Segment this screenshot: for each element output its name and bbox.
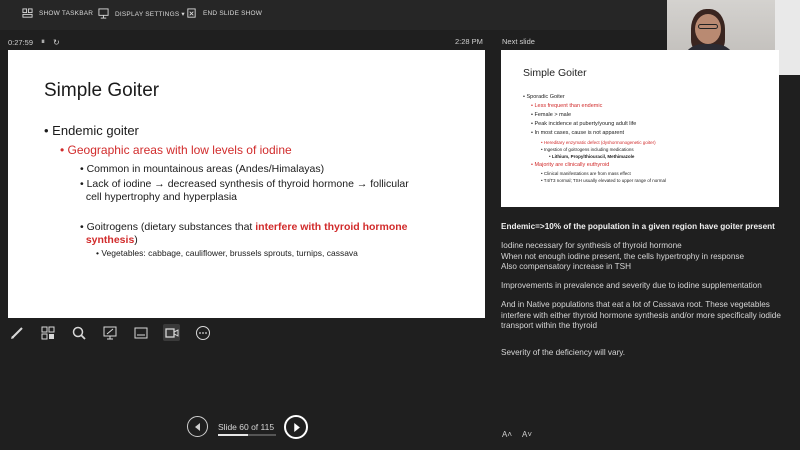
notes-paragraph: Severity of the deficiency will vary. bbox=[501, 347, 626, 357]
next-slide-title: Simple Goiter bbox=[523, 67, 587, 79]
elapsed-time: 0:27:59 bbox=[8, 37, 34, 47]
presenter-glasses bbox=[698, 24, 718, 29]
timer-bar bbox=[8, 37, 60, 47]
next-slide-label: Next slide bbox=[502, 37, 535, 46]
notes-paragraph: Improvements in prevalence and severity due to iodine supplementation bbox=[501, 281, 762, 290]
pause-icon[interactable]: ⏸ bbox=[41, 37, 46, 46]
subtitles-icon[interactable] bbox=[132, 324, 149, 341]
see-all-slides-icon[interactable] bbox=[39, 324, 56, 341]
restart-icon[interactable]: ↻ bbox=[53, 37, 60, 47]
notes-heading: Endemic=>10% of the population in a given region have goiter present bbox=[501, 222, 775, 231]
current-slide[interactable] bbox=[8, 50, 485, 318]
bullet-geographic: • Geographic areas with low levels of iodine bbox=[60, 143, 292, 157]
bullet-endemic: • Endemic goiter bbox=[44, 123, 139, 138]
presenter-face bbox=[695, 14, 721, 44]
decrease-font-button[interactable]: A˅ bbox=[522, 430, 533, 439]
slide-progress-fill bbox=[218, 434, 248, 436]
next-line: • Sporadic Goiter bbox=[523, 94, 565, 100]
slide-progress-bar bbox=[218, 434, 276, 436]
bullet-goitrogens: • Goitrogens (dietary substances that interfere with thyroid hormone synthesis) bbox=[80, 221, 408, 246]
arrow-left-icon bbox=[194, 423, 202, 431]
next-line: • Clinical manifestations are from mass effect bbox=[541, 171, 631, 176]
next-line: • Peak incidence at puberty/young adult life bbox=[531, 121, 637, 127]
increase-font-button[interactable]: A˄ bbox=[502, 430, 513, 439]
bullet-lack-iodine: • Lack of iodine → decreased synthesis of thyroid hormone → follicular cell hypertrophy and hyperplasia bbox=[80, 178, 409, 203]
previous-slide-button[interactable] bbox=[187, 416, 208, 437]
taskbar-icon bbox=[22, 8, 33, 19]
next-line: • T4/T3 normal; TSH usually elevated to upper range of normal bbox=[541, 178, 666, 183]
next-line: • Less frequent than endemic bbox=[531, 103, 603, 109]
camera-icon[interactable] bbox=[163, 324, 180, 341]
end-slide-show-button[interactable] bbox=[186, 8, 262, 19]
next-line: • Lithium, Propylthiouracil, Methimazole bbox=[549, 154, 635, 159]
end-slide-show-label: END SLIDE SHOW bbox=[203, 10, 263, 17]
next-slide-preview[interactable] bbox=[501, 50, 779, 207]
next-line: • Majority are clinically euthyroid bbox=[531, 162, 610, 168]
presenter-tools bbox=[8, 324, 211, 341]
pen-icon[interactable] bbox=[8, 324, 25, 341]
notes-paragraph: And in Native populations that eat a lot of Cassava root. These vegetables interfere with either thyroid hormone synthesis and/or more specifically iodide transport within the thyroid bbox=[501, 300, 781, 330]
slide-title: Simple Goiter bbox=[44, 80, 160, 101]
notes-font-controls bbox=[502, 430, 532, 439]
next-line: • Ingestion of goitrogens including medications bbox=[541, 147, 634, 152]
bullet-mountainous: • Common in mountainous areas (Andes/Himalayas) bbox=[80, 163, 325, 175]
arrow-right-icon bbox=[292, 423, 301, 432]
show-taskbar-label: SHOW TASKBAR bbox=[39, 10, 94, 17]
more-options-icon[interactable] bbox=[194, 324, 211, 341]
next-line: • Female > male bbox=[531, 112, 571, 118]
speaker-notes[interactable] bbox=[501, 222, 783, 367]
next-line: • In most cases, cause is not apparent bbox=[531, 130, 625, 136]
zoom-icon[interactable] bbox=[70, 324, 87, 341]
display-settings-label: DISPLAY SETTINGS ▾ bbox=[115, 10, 185, 18]
pointer-screen-icon[interactable] bbox=[101, 324, 118, 341]
notes-paragraph: Iodine necessary for synthesis of thyroid hormone When not enough iodine present, the cells hypertrophy in response Also compensatory increase in TSH bbox=[501, 241, 745, 271]
end-show-icon bbox=[186, 8, 197, 19]
display-icon bbox=[98, 8, 109, 19]
clock: 2:28 PM bbox=[455, 37, 483, 46]
next-line: • Hereditary enzymatic defect (dyshormonogenetic goiter) bbox=[541, 140, 656, 145]
next-slide-button[interactable] bbox=[284, 415, 308, 439]
slide-counter[interactable]: Slide 60 of 115 bbox=[218, 422, 275, 432]
bullet-vegetables: • Vegetables: cabbage, cauliflower, brussels sprouts, turnips, cassava bbox=[96, 248, 358, 258]
show-taskbar-button[interactable] bbox=[22, 8, 93, 19]
display-settings-button[interactable] bbox=[98, 8, 185, 19]
